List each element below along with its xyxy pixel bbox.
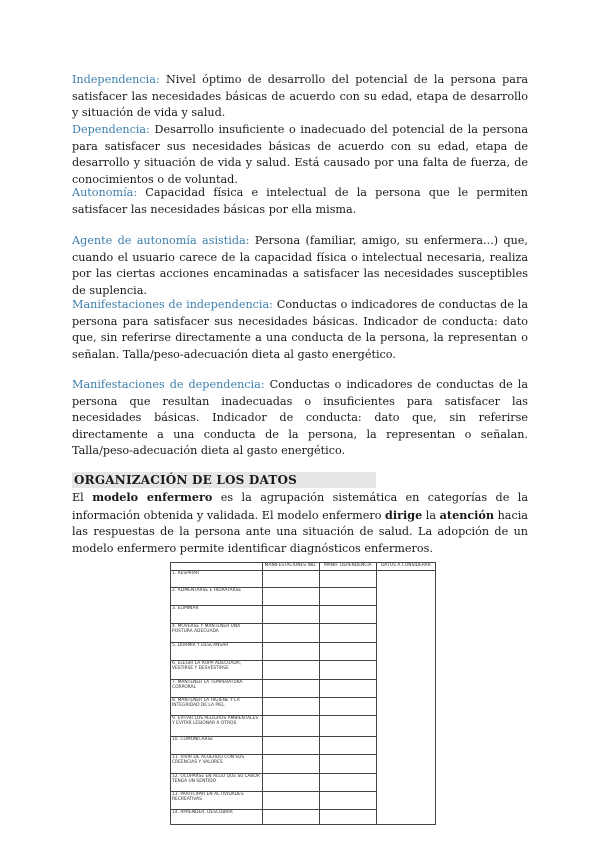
text-run: hacia las respuestas de la persona ante una situación de salud. La adopción de un modelo enfermero permite identificar diagnósticos enfermeros. (72, 508, 528, 555)
paragraph-autonomia (72, 185, 528, 218)
definition-text: Persona (familiar, amigo, su enfermera...) que, cuando el usuario carece de la capacidad física o intelectual necesaria, realiza por las ciertas acciones encaminadas a satisfacer las necesidades susceptibles de suplencia. (72, 234, 528, 297)
entry-cell (262, 624, 319, 643)
term-label: Independencia: (72, 73, 160, 86)
need-label-cell: 4. MOVERSE Y MANTENER UNA POSTURA ADECUADA (171, 624, 263, 643)
header-cell: DATOS A CONSIDERAR (376, 563, 435, 571)
entry-cell (319, 792, 376, 810)
paragraph-independencia (72, 72, 528, 122)
need-label-cell: 2. ALIMENTARSE E HIDRATARSE (171, 588, 263, 606)
need-label-cell: 14. APRENDER, DESCUBRIR (171, 810, 263, 825)
entry-cell (262, 792, 319, 810)
entry-cell (262, 774, 319, 792)
term-label: Dependencia: (72, 123, 150, 136)
entry-cell (262, 716, 319, 737)
definition-text: Conductas o indicadores de conductas de la persona para satisfacer sus necesidades básicas. Indicador de conducta: dato que, sin referirse directamente a una conducta de la persona, la representan o señalan. Talla/peso-adecuación dieta al gasto energético. (72, 298, 528, 361)
header-cell (171, 563, 263, 571)
paragraph-agente-autonomia (72, 233, 528, 299)
entry-cell (319, 661, 376, 680)
need-label-cell: 5. DORMIR Y DESCANSAR (171, 643, 263, 661)
bold-term: modelo enfermero (92, 490, 213, 504)
term-label: Manifestaciones de independencia: (72, 298, 273, 311)
term-label: Agente de autonomía asistida: (72, 234, 250, 247)
entry-cell (262, 680, 319, 698)
entry-cell (319, 716, 376, 737)
entry-cell (262, 606, 319, 624)
paragraph-modelo-enfermero (72, 489, 528, 557)
needs-table (170, 562, 436, 820)
header-cell: MANIFESTACIONES IND. (262, 563, 319, 571)
need-label-cell: 10. COMUNICARSE (171, 737, 263, 755)
need-label-cell: 1. RESPIRAR (171, 571, 263, 588)
table-header-row (171, 563, 436, 571)
need-label-cell: 9. EVITAR LOS PELIGROS AMBIENTALES Y EVITAR LESIONAR A OTROS (171, 716, 263, 737)
need-label-cell: 8. MANTENER LA HIGIENE Y LA INTEGRIDAD DE LA PIEL (171, 698, 263, 716)
need-label-cell: 12. OCUPARSE EN ALGO QUE SU LABOR TENGA UN SENTIDO (171, 774, 263, 792)
entry-cell (262, 737, 319, 755)
entry-cell (262, 810, 319, 825)
entry-cell (262, 588, 319, 606)
entry-cell (262, 643, 319, 661)
entry-cell (319, 606, 376, 624)
definition-text: Desarrollo insuficiente o inadecuado del potencial de la persona para satisfacer sus necesidades básicas de acuerdo con su edad, etapa de desarrollo y situación de vida y salud. Está causado por una falta de fuerza, de conocimientos o de voluntad. (72, 123, 528, 186)
definition-text: Conductas o indicadores de conductas de la persona que resultan inadecuadas o insuficientes para satisfacer las necesidades básicas. Indicador de conducta: dato que, sin referirse directamente a una conducta de la persona, la representan o señalan. Talla/peso-adecuación dieta al gasto energético. (72, 378, 528, 458)
table-row (171, 571, 436, 588)
entry-cell (319, 755, 376, 774)
entry-cell (319, 737, 376, 755)
text-run: la (422, 508, 440, 522)
entry-cell (262, 571, 319, 588)
entry-cell (319, 680, 376, 698)
entry-cell (319, 698, 376, 716)
entry-cell (319, 588, 376, 606)
term-label: Manifestaciones de dependencia: (72, 378, 265, 391)
need-label-cell: 13. PARTICIPAR EN ACTIVIDADES RECREATIVAS (171, 792, 263, 810)
paragraph-manifestaciones-independencia (72, 297, 528, 363)
need-label-cell: 11. VIVIR DE ACUERDO CON SUS CREENCIAS Y VALORES (171, 755, 263, 774)
definition-text: Nivel óptimo de desarrollo del potencial de la persona para satisfacer las necesidades básicas de acuerdo con su edad, etapa de desarrollo y situación de vida y salud. (72, 73, 528, 120)
text-run: El (72, 491, 93, 504)
paragraph-dependencia (72, 122, 528, 188)
notes-cell (376, 571, 435, 825)
text-run: es la agrupación sistemática en categorías de la información obtenida y validada. El modelo enfermero (72, 491, 528, 522)
need-label-cell: 7. MANTENER LA TEMPERATURA CORPORAL (171, 680, 263, 698)
entry-cell (262, 755, 319, 774)
entry-cell (262, 698, 319, 716)
entry-cell (319, 624, 376, 643)
paragraph-manifestaciones-dependencia (72, 377, 528, 460)
bold-term: dirige (385, 507, 423, 522)
entry-cell (262, 661, 319, 680)
bold-term: atención (439, 507, 494, 522)
section-heading: ORGANIZACIÓN DE LOS DATOS (72, 472, 376, 488)
entry-cell (319, 643, 376, 661)
entry-cell (319, 810, 376, 825)
header-cell: MANIF. DEPENDENCIA (319, 563, 376, 571)
definition-text: Capacidad física e intelectual de la persona que le permiten satisfacer las necesidades básicas por ella misma. (72, 186, 528, 216)
need-label-cell: 3. ELIMINAR (171, 606, 263, 624)
need-label-cell: 6. ELEGIR LA ROPA ADECUADA, VESTIRSE Y DESVESTIRSE (171, 661, 263, 680)
term-label: Autonomía: (72, 186, 138, 199)
entry-cell (319, 774, 376, 792)
entry-cell (319, 571, 376, 588)
